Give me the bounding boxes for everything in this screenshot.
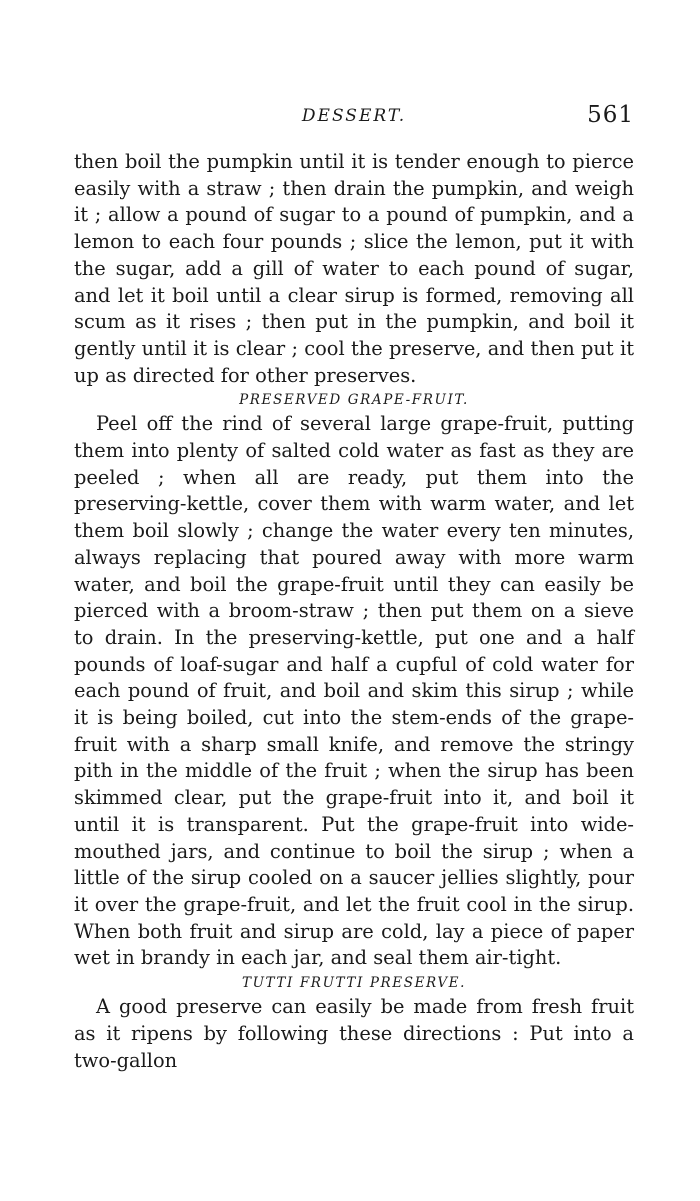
running-title: DESSERT. xyxy=(301,106,407,126)
continued-paragraph: then boil the pumpkin until it is tender enough to pierce easily with a straw ; then drain the pumpkin, and weigh it ; allow a pound of sugar to a pound of pumpkin, and a lemon to each four pounds ; slice the lemon, put it with the sugar, add a gill of water to each pound of sugar, and let it boil until a clear sirup is formed, removing all scum as it rises ; then put in the pumpkin, and boil it gently until it is clear ; cool the preserve, and then put it up as directed for other preserves. xyxy=(74,150,634,387)
grape-fruit-paragraph: Peel off the rind of several large grape-fruit, putting them into plenty of salted cold water as fast as they are peeled ; when all are ready, put them into the preserving-kettle, cover them with warm water, and let them boil slowly ; change the water every ten minutes, always replacing that poured away with more warm water, and boil the grape-fruit until they can easily be pierced with a broom-straw ; then put them on a sieve to drain. In the preserving-kettle, put one and a half pounds of loaf-sugar and half a cupful of cold water for each pound of fruit, and boil and skim this sirup ; while it is being boiled, cut into the stem-ends of the grape-fruit with a sharp small knife, and remove the stringy pith in the middle of the fruit ; when the sirup has been skimmed clear, put the grape-fruit into it, and boil it until it is transparent. Put the grape-fruit into wide-mouthed jars, and continue to boil the sirup ; when a little of the sirup cooled on a saucer jellies slightly, pour it over the grape-fruit, and let the fruit cool in the sirup. When both fruit and sirup are cold, lay a piece of paper wet in brandy in each jar, and seal them air-tight. xyxy=(74,412,634,970)
body-text xyxy=(74,149,634,1074)
section-heading-grape-fruit: PRESERVED GRAPE-FRUIT. xyxy=(239,392,469,409)
section-heading-tutti-frutti: TUTTI FRUTTI PRESERVE. xyxy=(241,975,467,992)
tutti-frutti-paragraph: A good preserve can easily be made from fresh fruit as it ripens by following these directions : Put into a two-gallon xyxy=(74,995,634,1072)
running-header xyxy=(74,102,634,132)
page-number: 561 xyxy=(587,102,634,128)
